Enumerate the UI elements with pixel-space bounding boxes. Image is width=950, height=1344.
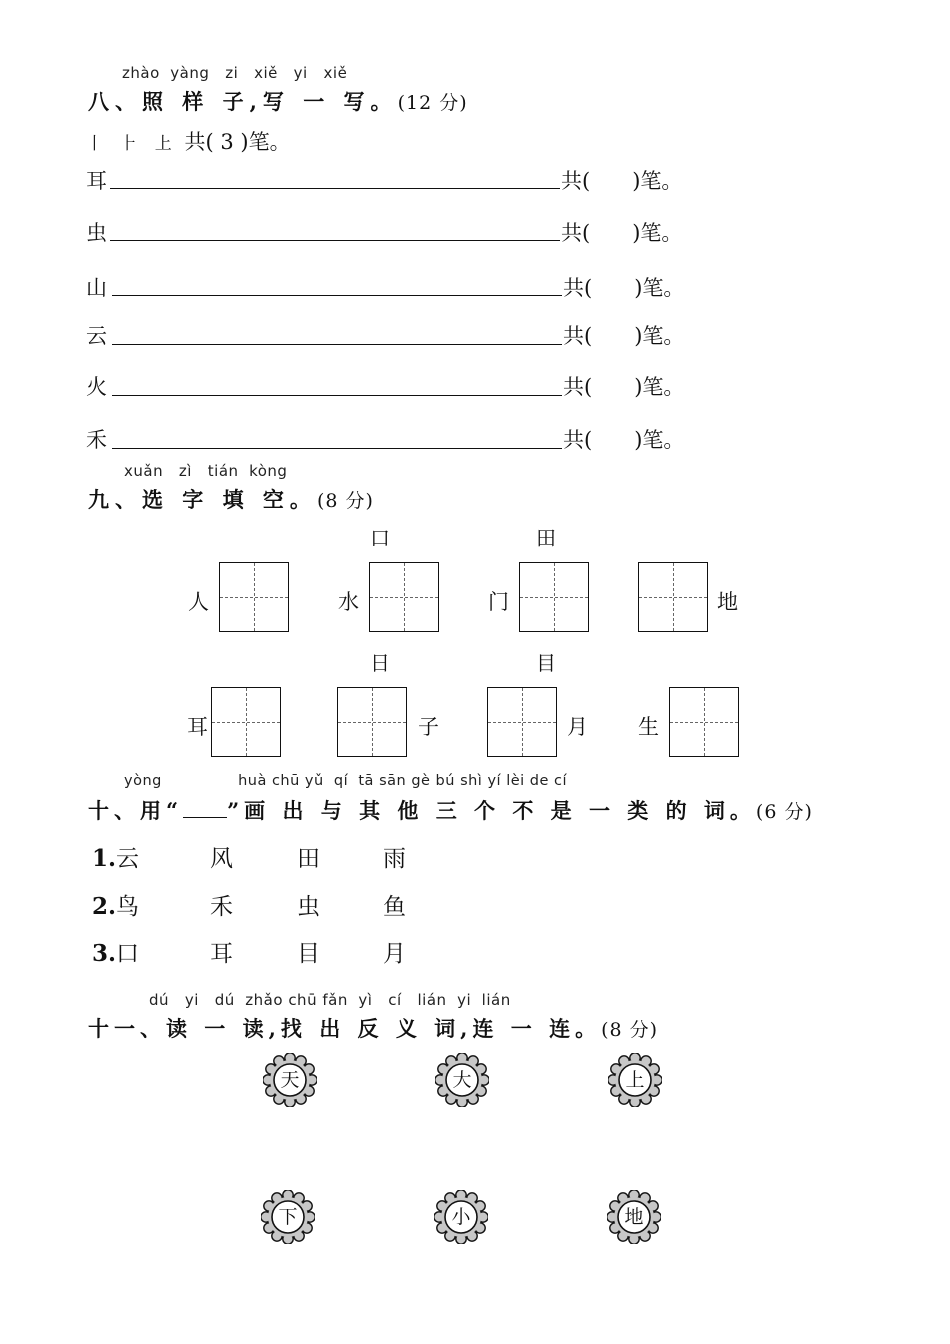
context-char: 子 (418, 715, 439, 739)
context-char: 门 (488, 590, 509, 614)
flower-label: 地 (624, 1206, 644, 1228)
flower-badge-top[interactable] (608, 1053, 662, 1107)
pinyin-syllable: cí (554, 773, 568, 789)
flower-label: 下 (278, 1206, 298, 1228)
row-char: 禾 (86, 428, 107, 452)
pinyin-syllable: xiě (254, 64, 278, 82)
writing-line[interactable] (110, 188, 560, 189)
pinyin-syllable: lián (481, 991, 511, 1009)
flower-label: 天 (280, 1069, 300, 1091)
section9-pinyin (124, 462, 287, 480)
section10-score: (6 分) (755, 801, 813, 823)
pinyin-syllable: xuǎn (124, 462, 164, 480)
pinyin-syllable: yàng (170, 64, 210, 82)
pinyin-syllable: yǔ (304, 773, 324, 789)
item-number: 1. (92, 845, 117, 872)
section8-title: 八、照 样 子,写 一 写。 (88, 89, 398, 114)
pinyin-syllable: sān (379, 773, 407, 789)
word[interactable]: 鱼 (383, 894, 406, 920)
flower-badge-top[interactable] (263, 1053, 317, 1107)
stroke-count-suffix: 共( )笔。 (563, 324, 685, 348)
stroke-count-suffix: 共( )笔。 (563, 375, 685, 399)
writing-line[interactable] (112, 395, 562, 396)
row-char: 虫 (86, 221, 107, 245)
word[interactable]: 田 (297, 846, 320, 872)
word[interactable]: 云 (116, 846, 140, 872)
word[interactable]: 禾 (210, 894, 233, 920)
word[interactable]: 雨 (383, 846, 406, 872)
pinyin-syllable: xiě (323, 64, 348, 82)
pinyin-syllable: yì (358, 991, 373, 1009)
writing-line[interactable] (112, 295, 562, 296)
pinyin-syllable: shì (460, 773, 483, 789)
flower-badge-top[interactable] (435, 1053, 489, 1107)
underline-sample (183, 799, 227, 818)
writing-line[interactable] (110, 240, 560, 241)
pinyin-syllable: lián (417, 991, 447, 1009)
pinyin-syllable: qí (333, 773, 349, 789)
section11-heading (88, 1013, 658, 1043)
stroke-count-suffix: 共( )笔。 (563, 276, 685, 300)
tianzi-box[interactable] (369, 562, 439, 632)
section8-example (86, 126, 291, 156)
section9-score: (8 分) (316, 490, 374, 512)
section11-score: (8 分) (601, 1019, 659, 1041)
pinyin-syllable: de (529, 773, 549, 789)
flower-badge-bottom[interactable] (607, 1190, 661, 1244)
pinyin-syllable: yi (184, 991, 199, 1009)
word[interactable]: 风 (210, 846, 233, 872)
word[interactable]: 鸟 (116, 894, 140, 920)
row-char: 山 (86, 276, 107, 300)
pinyin-syllable: gè (411, 773, 431, 789)
section8-score: (12 分) (397, 92, 468, 114)
pinyin-syllable: lèi (506, 773, 525, 789)
pinyin-syllable: yí (487, 773, 502, 789)
section8-pinyin (122, 64, 347, 82)
writing-line[interactable] (112, 344, 562, 345)
tianzi-box[interactable] (219, 562, 289, 632)
flower-label: 大 (452, 1069, 472, 1091)
pinyin-syllable: zi (225, 64, 239, 82)
word[interactable]: 口 (116, 941, 140, 967)
section9-heading (88, 484, 374, 514)
option-char: 口 (370, 526, 390, 550)
tianzi-box[interactable] (211, 687, 281, 757)
section8-heading (88, 86, 468, 116)
pinyin-syllable: zhào (122, 64, 160, 82)
pinyin-syllable: yi (293, 64, 308, 82)
example-strokes: 丨 ⺊ 上 (86, 134, 178, 154)
pinyin-syllable: chū (288, 991, 318, 1009)
section10-title-post: ”画 出 与 其 他 三 个 不 是 一 类 的 词。 (227, 798, 756, 823)
pinyin-syllable: zhǎo (245, 991, 284, 1009)
pinyin-syllable: huà (238, 773, 267, 789)
section10-heading (88, 795, 813, 825)
word-group (92, 888, 139, 921)
stroke-count-suffix: 共( )笔。 (561, 169, 683, 193)
tianzi-box[interactable] (487, 687, 557, 757)
option-char: 日 (370, 651, 390, 675)
pinyin-syllable: fǎn (322, 991, 348, 1009)
stroke-count-suffix: 共( )笔。 (563, 428, 685, 452)
section10-pinyin (124, 773, 567, 789)
pinyin-syllable: zì (178, 462, 192, 480)
pinyin-syllable: dú (149, 991, 170, 1009)
section10-title-pre: 十、用“ (88, 798, 184, 823)
option-char: 田 (536, 526, 556, 550)
context-char: 水 (338, 590, 359, 614)
pinyin-syllable: yòng (124, 773, 162, 789)
word[interactable]: 月 (383, 941, 406, 967)
item-number: 3. (92, 940, 117, 967)
option-char: 目 (536, 651, 556, 675)
section9-title: 九、选 字 填 空。 (88, 487, 317, 512)
tianzi-box[interactable] (669, 687, 739, 757)
context-char: 耳 (187, 715, 208, 739)
writing-line[interactable] (112, 448, 562, 449)
pinyin-syllable: yi (457, 991, 472, 1009)
section11-pinyin (149, 991, 511, 1009)
word-group (92, 840, 139, 873)
pinyin-syllable: bú (435, 773, 455, 789)
tianzi-box[interactable] (638, 562, 708, 632)
context-char: 生 (638, 715, 659, 739)
flower-badge-bottom[interactable] (261, 1190, 315, 1244)
row-char: 耳 (86, 169, 107, 193)
row-char: 火 (86, 375, 107, 399)
stroke-count-suffix: 共( )笔。 (561, 221, 683, 245)
pinyin-syllable: tián (207, 462, 239, 480)
context-char: 人 (188, 590, 209, 614)
flower-label: 上 (625, 1069, 645, 1091)
pinyin-syllable: cí (388, 991, 402, 1009)
pinyin-syllable: tā (358, 773, 374, 789)
word[interactable]: 虫 (297, 894, 320, 920)
tianzi-box[interactable] (519, 562, 589, 632)
row-char: 云 (86, 324, 107, 348)
pinyin-syllable: kòng (249, 462, 288, 480)
example-text: 共( 3 )笔。 (184, 130, 291, 154)
flower-label: 小 (451, 1206, 471, 1228)
context-char: 地 (717, 590, 738, 614)
tianzi-box[interactable] (337, 687, 407, 757)
context-char: 月 (567, 715, 588, 739)
section11-title: 十一、读 一 读,找 出 反 义 词,连 一 连。 (88, 1016, 602, 1041)
pinyin-syllable: chū (271, 773, 300, 789)
flower-badge-bottom[interactable] (434, 1190, 488, 1244)
word[interactable]: 目 (297, 941, 320, 967)
word[interactable]: 耳 (210, 941, 233, 967)
pinyin-syllable: dú (214, 991, 235, 1009)
item-number: 2. (92, 893, 117, 920)
word-group (92, 935, 139, 968)
